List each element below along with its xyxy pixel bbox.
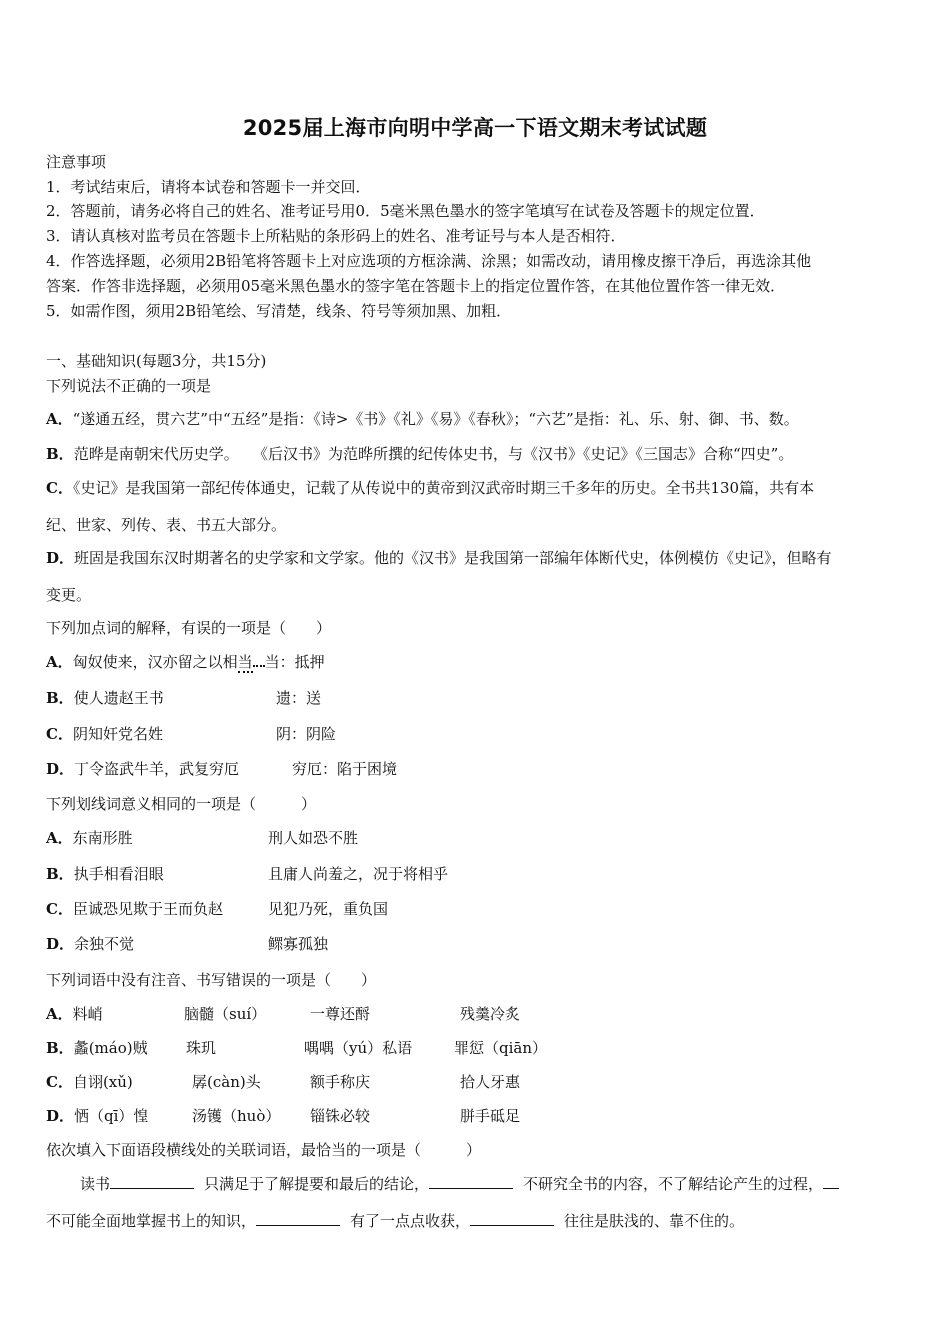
q1-option-a	[46, 409, 799, 429]
option-word: 自诩(xǔ)	[72, 1073, 133, 1091]
fill-blank[interactable]	[823, 1174, 839, 1189]
q2-option-a	[46, 652, 325, 672]
option-word: 喁喁（yú）私语	[304, 1039, 413, 1057]
option-text: “遂通五经，贯六艺”中“五经”是指：《诗>《书》《礼》《易》《春秋》；“六艺”是指：礼、乐、射、御、书、数。	[72, 410, 799, 428]
page-title: 2025届上海市向明中学高一下语文期末考试试题	[242, 116, 708, 140]
question-stem: 依次填入下面语段横线处的关联词语，最恰当的一项是（ ）	[46, 1141, 482, 1159]
fill-blank[interactable]	[429, 1174, 513, 1189]
option-word: 一尊还酹	[310, 1005, 371, 1023]
q3-option-a	[46, 828, 133, 848]
passage-text: 不研究全书的内容，不了解结论产生的过程，	[523, 1175, 824, 1193]
question-stem: 下列词语中没有注音、书写错误的一项是（ ）	[46, 971, 377, 989]
passage-text: 往往是肤浅的、靠不住的。	[564, 1212, 745, 1230]
option-word: 罪愆（qiān）	[454, 1039, 548, 1057]
q1-option-d	[46, 548, 832, 568]
option-word: 料峭	[72, 1005, 103, 1023]
q3-option-a-right: 刑人如恐不胜	[268, 829, 359, 847]
option-label: B．	[46, 445, 74, 463]
notice-item: 2．答题前，请务必将自己的姓名、准考证号用0．5毫米黑色墨水的签字笔填写在试卷及答题卡的规定位置．	[46, 202, 765, 220]
option-label: C．	[46, 900, 73, 918]
option-text: 使人遗赵王书	[73, 689, 164, 707]
option-label: D．	[46, 760, 75, 778]
fill-blank[interactable]	[470, 1211, 554, 1226]
option-text: 丁令盗武牛羊，武复穷厄	[74, 760, 240, 778]
fill-blank[interactable]	[256, 1211, 340, 1226]
option-word: 胼手砥足	[460, 1107, 521, 1125]
notice-item: 1．考试结束后，请将本试卷和答题卡一并交回．	[46, 178, 371, 196]
q3-option-b-right: 且庸人尚羞之，况于将相乎	[268, 865, 449, 883]
q3-option-c	[46, 899, 223, 919]
option-label: D．	[46, 549, 75, 567]
question-stem: 下列划线词意义相同的一项是（ ）	[46, 795, 317, 813]
q5-passage-line-2	[46, 1211, 744, 1231]
section-heading: 一、基础知识(每题3分，共15分)	[46, 352, 267, 370]
option-label: A．	[46, 653, 73, 671]
notice-item: 4．作答选择题，必须用2B铅笔将答题卡上对应选项的方框涂满、涂黑；如需改动，请用橡皮擦干净后，再选涂其他	[46, 252, 812, 270]
q3-option-d	[46, 934, 134, 954]
option-word: 锱铢必较	[310, 1107, 371, 1125]
q3-option-d-right: 鳏寡孤独	[268, 935, 329, 953]
option-text: 执手相看泪眼	[73, 865, 164, 883]
q2-option-c-gloss: 阴：阴险	[276, 725, 337, 743]
option-word: 额手称庆	[310, 1073, 371, 1091]
passage-text: 读书	[80, 1175, 111, 1193]
q2-option-d-gloss: 穷厄：陷于困境	[292, 760, 398, 778]
option-word: 拾人牙惠	[460, 1073, 521, 1091]
q2-option-b-gloss: 遗：送	[276, 689, 322, 707]
notice-heading: 注意事项	[46, 153, 107, 171]
passage-text: 不可能全面地掌握书上的知识，	[46, 1212, 257, 1230]
passage-text: 只满足于了解提要和最后的结论，	[204, 1175, 430, 1193]
q5-passage-line-1	[80, 1174, 839, 1194]
q4-option-c	[46, 1072, 133, 1092]
q2-option-c	[46, 724, 163, 744]
q1-option-c-cont: 纪、世家、列传、表、书五大部分。	[46, 516, 287, 534]
option-text: 《史记》是我国第一部纪传体通史，记载了从传说中的黄帝到汉武帝时期三千多年的历史。全书共130篇，共有本	[72, 479, 815, 497]
passage-text: 有了一点点收获，	[350, 1212, 471, 1230]
q3-option-b	[46, 864, 164, 884]
option-label: C．	[46, 1073, 73, 1091]
question-stem: 下列说法不正确的一项是	[46, 377, 212, 395]
option-label: A．	[46, 410, 73, 428]
option-text: 臣诚恐见欺于王而负赵	[72, 900, 223, 918]
option-label: B．	[46, 865, 74, 883]
option-word: 蠡(máo)贼	[73, 1039, 148, 1057]
option-text: 阴知奸党名姓	[72, 725, 163, 743]
option-label: A．	[46, 829, 73, 847]
dotted-word: 当	[237, 653, 253, 671]
option-text: 范晔是南朝宋代历史学。 《后汉书》为范晔所撰的纪传体史书，与《汉书》《史记》《三国志》合称“四史”。	[73, 445, 794, 463]
option-label: B．	[46, 1039, 74, 1057]
dotted-mark	[253, 665, 265, 667]
q4-option-a	[46, 1004, 103, 1024]
option-label: B．	[46, 689, 74, 707]
q1-option-c	[46, 478, 814, 498]
q1-option-d-cont: 变更。	[46, 586, 92, 604]
q3-option-c-right: 见犯乃死，重负国	[268, 900, 389, 918]
q4-option-d	[46, 1106, 148, 1126]
option-label: A．	[46, 1005, 73, 1023]
option-word: 恓（qī）惶	[74, 1107, 149, 1125]
option-text: 余独不觉	[74, 935, 135, 953]
option-word: 孱(càn)头	[192, 1073, 261, 1091]
option-label: C．	[46, 479, 73, 497]
notice-item: 5．如需作图，须用2B铅笔绘、写清楚，线条、符号等须加黑、加粗．	[46, 302, 512, 320]
option-text: 东南形胜	[72, 829, 133, 847]
option-word: 残羹冷炙	[460, 1005, 521, 1023]
option-word: 珠玑	[186, 1039, 217, 1057]
option-text: 班固是我国东汉时期著名的史学家和文学家。他的《汉书》是我国第一部编年体断代史，体例模仿《史记》，但略有	[74, 549, 832, 567]
q2-option-b	[46, 688, 164, 708]
notice-item: 3．请认真核对监考员在答题卡上所粘贴的条形码上的姓名、准考证号与本人是否相符．	[46, 227, 626, 245]
option-gloss: 当：抵押	[264, 653, 325, 671]
q1-option-b	[46, 444, 793, 464]
option-label: D．	[46, 935, 75, 953]
option-word: 脑髓（suí）	[184, 1005, 267, 1023]
notice-item: 答案．作答非选择题，必须用05毫米黑色墨水的签字笔在答题卡上的指定位置作答，在其他位置作答一律无效．	[46, 277, 786, 295]
option-text: 匈奴使来，汉亦留之以相	[72, 653, 238, 671]
option-label: D．	[46, 1107, 75, 1125]
fill-blank[interactable]	[110, 1174, 194, 1189]
option-word: 汤镬（huò）	[192, 1107, 281, 1125]
option-label: C．	[46, 725, 73, 743]
q2-option-d	[46, 759, 239, 779]
question-stem: 下列加点词的解释，有误的一项是（ ）	[46, 619, 332, 637]
q4-option-b	[46, 1038, 148, 1058]
